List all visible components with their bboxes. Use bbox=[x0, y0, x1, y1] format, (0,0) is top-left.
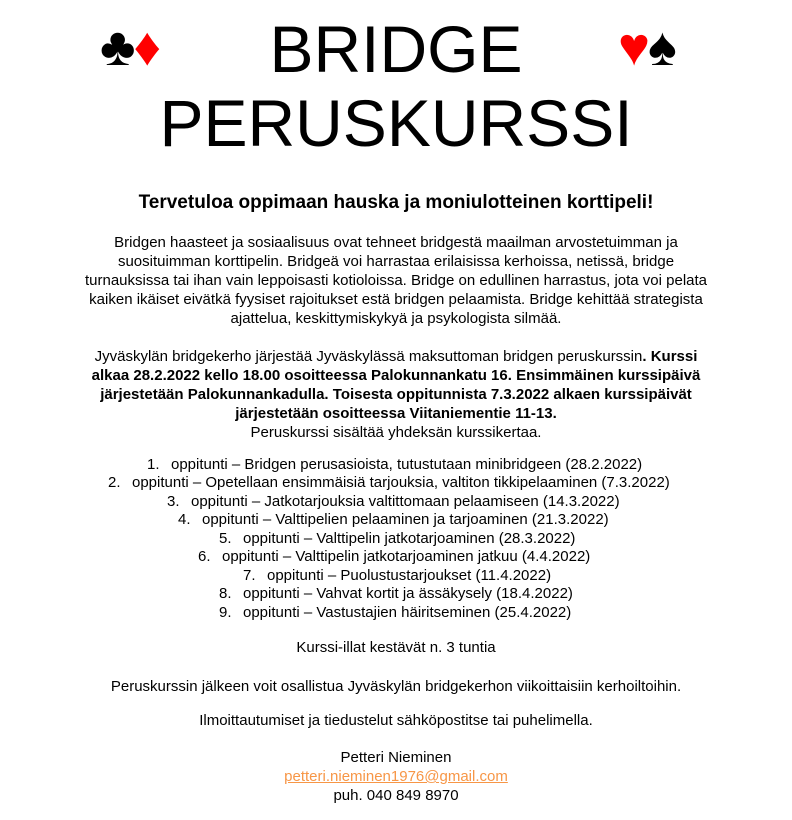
lesson-item bbox=[198, 547, 590, 566]
lesson-item bbox=[219, 529, 575, 548]
subtitle: Tervetuloa oppimaan hauska ja moniulotteinen korttipeli! bbox=[138, 192, 654, 213]
lesson-item bbox=[219, 603, 571, 622]
course-duration: Kurssi-illat kestävät n. 3 tuntia bbox=[296, 639, 496, 656]
lesson-text: oppitunti – Vastustajien häiritseminen (25.4.2022) bbox=[243, 604, 572, 621]
registration-text: Ilmoittautumiset ja tiedustelut sähköpostitse tai puhelimella. bbox=[199, 712, 593, 729]
lesson-number: 5. bbox=[219, 530, 232, 547]
lesson-number: 8. bbox=[219, 585, 232, 602]
lesson-number: 7. bbox=[243, 567, 256, 584]
lesson-item bbox=[147, 455, 642, 474]
lesson-text: oppitunti – Valttipelin jatkotarjoaminen jatkuu (4.4.2022) bbox=[222, 548, 591, 565]
spade-icon: ♠ bbox=[648, 17, 675, 77]
lesson-number: 2. bbox=[108, 474, 121, 491]
lesson-text: oppitunti – Valttipelin jatkotarjoaminen (28.3.2022) bbox=[243, 530, 576, 547]
lesson-text: oppitunti – Puolustustarjoukset (11.4.2022) bbox=[267, 567, 552, 584]
title-line-2: PERUSKURSSI bbox=[159, 86, 633, 160]
lesson-number: 6. bbox=[198, 548, 211, 565]
lesson-text: oppitunti – Vahvat kortit ja ässäkysely (18.4.2022) bbox=[243, 585, 573, 602]
lesson-text: oppitunti – Opetellaan ensimmäisiä tarjouksia, valtiton tikkipelaaminen (7.3.2022) bbox=[132, 474, 670, 491]
heart-icon: ♥ bbox=[618, 17, 649, 77]
course-paragraph bbox=[80, 347, 712, 442]
title-line-1: BRIDGE bbox=[269, 12, 523, 86]
lesson-number: 4. bbox=[178, 511, 191, 528]
lesson-number: 9. bbox=[219, 604, 232, 621]
lesson-item bbox=[178, 510, 609, 529]
after-course-text: Peruskurssin jälkeen voit osallistua Jyväskylän bridgekerhon viikoittaisiin kerhoiltoihin. bbox=[110, 678, 682, 695]
lesson-text: oppitunti – Jatkotarjouksia valtittomaan pelaamiseen (14.3.2022) bbox=[191, 493, 620, 510]
lesson-number: 3. bbox=[167, 493, 180, 510]
course-sessions-text: Peruskurssi sisältää yhdeksän kurssikertaa. bbox=[250, 424, 542, 441]
contact-email-link[interactable]: petteri.nieminen1976@gmail.com bbox=[284, 768, 508, 785]
lesson-item bbox=[219, 584, 573, 603]
course-details-bold: Kurssi alkaa 28.2.2022 kello 18.00 osoitteessa Palokunnankatu 16. Ensimmäinen kurssipäivä järjestetään Palokunnankadulla. Toisesta oppitunnista 7.3.2022 alkaen kurssipäivät järjestetään osoitteessa Viitaniementie 11-13. bbox=[91, 348, 701, 422]
contact-phone: puh. 040 849 8970 bbox=[333, 787, 459, 804]
page-title bbox=[0, 12, 792, 160]
lesson-item bbox=[108, 473, 670, 492]
lesson-number: 1. bbox=[147, 456, 160, 473]
course-intro-text: Jyväskylän bridgekerho järjestää Jyväskylässä maksuttoman bridgen peruskurssin bbox=[94, 348, 643, 365]
lesson-text: oppitunti – Bridgen perusasioista, tutustutaan minibridgeen (28.2.2022) bbox=[171, 456, 643, 473]
club-icon: ♣ bbox=[100, 17, 134, 77]
lesson-item bbox=[167, 492, 620, 511]
contact-name: Petteri Nieminen bbox=[340, 749, 452, 766]
course-intro-period: . bbox=[642, 348, 647, 365]
intro-paragraph: Bridgen haasteet ja sosiaalisuus ovat tehneet bridgestä maailman arvostetuimman ja suosituimman korttipelin. Bridgeä voi harrastaa erilaisissa kerhoissa, netissä, bridge turnauksissa tai ihan vain leppoisasti kotioloissa. Bridge on edullinen harrastus, jota voi pelata kaiken ikäiset eivätkä fyysiset rajoitukset estä bridgen pelaamista. Bridge kehittää strategista ajattelua, keskittymiskykyä ja psykologista silmää. bbox=[84, 234, 708, 327]
lesson-item bbox=[243, 566, 551, 585]
diamond-icon: ♦ bbox=[133, 17, 159, 77]
lesson-text: oppitunti – Valttipelien pelaaminen ja tarjoaminen (21.3.2022) bbox=[202, 511, 609, 528]
